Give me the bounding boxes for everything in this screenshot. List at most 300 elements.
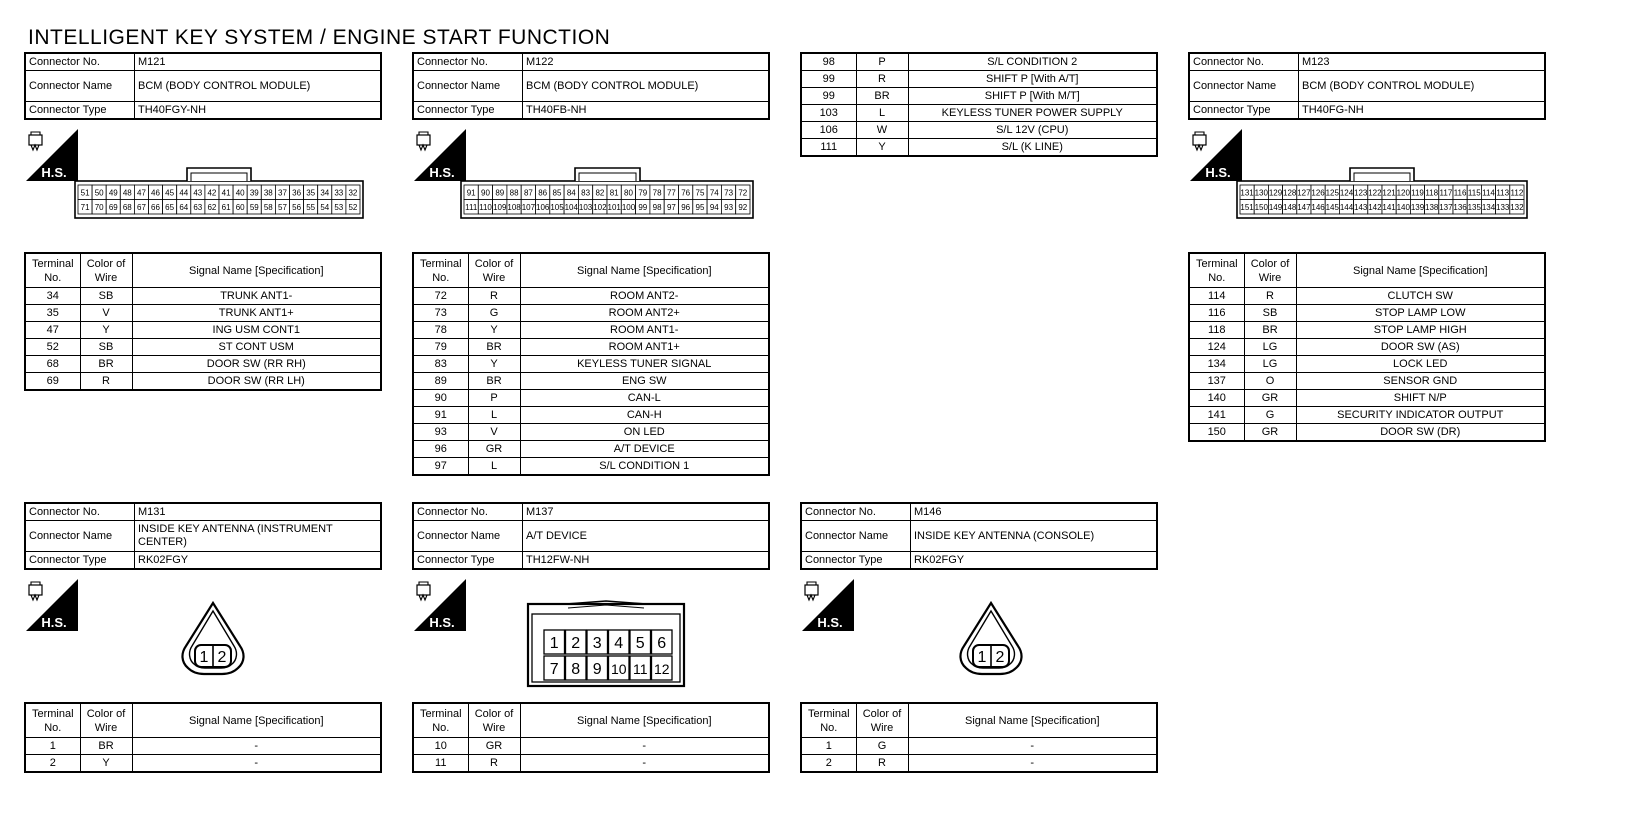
pin-number: 7 <box>549 661 559 678</box>
pin-number: 4 <box>614 635 624 652</box>
connector-face-m146 <box>958 600 1024 678</box>
table-row <box>1189 407 1545 424</box>
pin-number: 1 <box>199 649 209 666</box>
pin-number: 2 <box>217 649 227 666</box>
wire-color: P <box>856 53 908 71</box>
harness-side-icon <box>24 127 80 183</box>
signal-name: S/L CONDITION 2 <box>908 53 1157 71</box>
pin-number: 79 <box>638 188 648 198</box>
pin-number: 83 <box>581 188 591 198</box>
signal-name: S/L (K LINE) <box>908 139 1157 157</box>
terminal-table-m122-continued <box>800 52 1158 157</box>
color-of-wire-header: Color of Wire <box>468 703 520 738</box>
wire-color: R <box>468 288 520 305</box>
pin-number: 78 <box>652 188 662 198</box>
pin-number: 125 <box>1325 188 1339 198</box>
pin-number: 146 <box>1311 202 1325 212</box>
pin-number: 111 <box>465 202 478 212</box>
signal-name: TRUNK ANT1- <box>132 288 381 305</box>
terminal-no: 52 <box>25 339 80 356</box>
pin-number: 48 <box>122 188 132 198</box>
connector-header-m137 <box>412 502 770 570</box>
pin-number: 127 <box>1297 188 1311 198</box>
signal-name: S/L CONDITION 1 <box>520 458 769 476</box>
signal-name: CAN-H <box>520 407 769 424</box>
connector-name-label: Connector Name <box>413 71 523 102</box>
pin-number: 93 <box>724 202 734 212</box>
wire-color: Y <box>856 139 908 157</box>
connector-type-value: TH40FG-NH <box>1299 102 1546 120</box>
pin-number: 84 <box>566 188 576 198</box>
table-row <box>413 356 769 373</box>
terminal-no-header: Terminal No. <box>413 253 468 288</box>
pin-number: 36 <box>292 188 302 198</box>
wire-color: L <box>468 458 520 476</box>
connector-type-label: Connector Type <box>413 552 523 570</box>
signal-name: SHIFT N/P <box>1296 390 1545 407</box>
pin-number: 122 <box>1368 188 1382 198</box>
table-row <box>413 373 769 390</box>
pin-number: 108 <box>507 202 521 212</box>
pin-number: 2 <box>995 649 1005 666</box>
pin-number: 128 <box>1283 188 1297 198</box>
table-row <box>25 755 381 773</box>
table-row <box>413 755 769 773</box>
connector-name-label: Connector Name <box>413 521 523 552</box>
connector-name-label: Connector Name <box>25 71 135 102</box>
pin-number: 94 <box>709 202 719 212</box>
table-row <box>1189 424 1545 442</box>
signal-name: - <box>520 755 769 773</box>
pin-number: 101 <box>607 202 621 212</box>
table-row <box>25 288 381 305</box>
wire-color: SB <box>80 288 132 305</box>
color-of-wire-header: Color of Wire <box>1244 253 1296 288</box>
connector-no-value: M146 <box>911 503 1158 521</box>
terminal-no: 90 <box>413 390 468 407</box>
pin-number: 150 <box>1254 202 1268 212</box>
pin-number: 100 <box>621 202 636 212</box>
table-row <box>25 356 381 373</box>
terminal-no-header: Terminal No. <box>1189 253 1244 288</box>
terminal-no: 99 <box>801 71 856 88</box>
pin-number: 104 <box>564 202 578 212</box>
wire-color: G <box>468 305 520 322</box>
pin-number: 149 <box>1268 202 1283 212</box>
pin-number: 1 <box>549 635 559 652</box>
terminal-no: 124 <box>1189 339 1244 356</box>
terminal-no: 116 <box>1189 305 1244 322</box>
terminal-no: 1 <box>25 738 80 755</box>
table-row <box>25 339 381 356</box>
pin-number: 3 <box>592 635 602 652</box>
signal-name: DOOR SW (RR LH) <box>132 373 381 391</box>
pin-number: 45 <box>165 188 175 198</box>
terminal-no: 111 <box>801 139 856 157</box>
pin-number: 134 <box>1481 202 1496 212</box>
connector-type-value: TH12FW-NH <box>523 552 770 570</box>
wire-color: V <box>80 305 132 322</box>
connector-name-label: Connector Name <box>25 521 135 552</box>
connector-type-value: RK02FGY <box>911 552 1158 570</box>
table-row <box>1189 339 1545 356</box>
pin-number: 32 <box>348 188 358 198</box>
connector-face-m131 <box>180 600 246 678</box>
connector-no-label: Connector No. <box>413 53 523 71</box>
terminal-no: 83 <box>413 356 468 373</box>
wire-color: BR <box>856 88 908 105</box>
pin-number: 70 <box>94 202 104 212</box>
signal-name: - <box>520 738 769 755</box>
pin-number: 76 <box>681 188 691 198</box>
wire-color: P <box>468 390 520 407</box>
pin-number: 112 <box>1510 188 1524 198</box>
signal-name: - <box>132 755 381 773</box>
table-row <box>25 322 381 339</box>
pin-number: 71 <box>80 202 90 212</box>
pin-number: 63 <box>193 202 203 212</box>
pin-number: 117 <box>1439 188 1453 198</box>
pin-number: 121 <box>1382 188 1396 198</box>
pin-number: 12 <box>653 661 670 677</box>
connector-type-label: Connector Type <box>25 552 135 570</box>
signal-name: CLUTCH SW <box>1296 288 1545 305</box>
signal-name: DOOR SW (AS) <box>1296 339 1545 356</box>
pin-number: 102 <box>593 202 607 212</box>
pin-number: 37 <box>278 188 287 198</box>
pin-number: 148 <box>1283 202 1297 212</box>
pin-number: 60 <box>235 202 245 212</box>
pin-number: 40 <box>235 188 245 198</box>
pin-number: 131 <box>1240 188 1254 198</box>
pin-number: 57 <box>278 202 287 212</box>
signal-name: ST CONT USM <box>132 339 381 356</box>
terminal-no: 2 <box>25 755 80 773</box>
pin-number: 147 <box>1297 202 1311 212</box>
pin-number: 42 <box>207 188 217 198</box>
connector-name-label: Connector Name <box>801 521 911 552</box>
pin-number: 118 <box>1425 188 1439 198</box>
pin-number: 116 <box>1453 188 1467 198</box>
hs-label: H.S. <box>41 615 67 630</box>
table-row <box>1189 373 1545 390</box>
terminal-no: 96 <box>413 441 468 458</box>
signal-name: KEYLESS TUNER POWER SUPPLY <box>908 105 1157 122</box>
table-row <box>801 738 1157 755</box>
wire-color: BR <box>1244 322 1296 339</box>
table-row <box>25 738 381 755</box>
pin-number: 109 <box>493 202 507 212</box>
signal-name: ROOM ANT1+ <box>520 339 769 356</box>
connector-face-m123 <box>1236 167 1528 219</box>
terminal-no: 137 <box>1189 373 1244 390</box>
pin-number: 98 <box>652 202 662 212</box>
pin-number: 38 <box>263 188 273 198</box>
signal-name: DOOR SW (RR RH) <box>132 356 381 373</box>
wire-color: BR <box>80 738 132 755</box>
signal-name: SECURITY INDICATOR OUTPUT <box>1296 407 1545 424</box>
pin-number: 55 <box>306 202 316 212</box>
pin-number: 99 <box>638 202 648 212</box>
terminal-no: 68 <box>25 356 80 373</box>
pin-number: 73 <box>724 188 734 198</box>
wire-color: Y <box>80 755 132 773</box>
connector-type-value: TH40FB-NH <box>523 102 770 120</box>
table-row <box>413 288 769 305</box>
terminal-no: 91 <box>413 407 468 424</box>
terminal-table-m146 <box>800 702 1158 773</box>
pin-number: 35 <box>306 188 316 198</box>
table-row <box>413 458 769 476</box>
pin-number: 81 <box>609 188 619 198</box>
harness-side-icon <box>412 577 468 633</box>
pin-number: 8 <box>571 661 581 678</box>
pin-number: 140 <box>1396 202 1410 212</box>
pin-number: 47 <box>137 188 146 198</box>
terminal-no: 118 <box>1189 322 1244 339</box>
table-row <box>1189 390 1545 407</box>
wire-color: GR <box>1244 424 1296 442</box>
connector-name-value: A/T DEVICE <box>523 521 770 552</box>
pin-number: 9 <box>592 661 602 678</box>
signal-name-header: Signal Name [Specification] <box>132 253 381 288</box>
pin-number: 72 <box>738 188 748 198</box>
pin-number: 6 <box>657 635 667 652</box>
wire-color: G <box>856 738 908 755</box>
pin-number: 95 <box>695 202 705 212</box>
table-row <box>25 373 381 391</box>
pin-number: 41 <box>221 188 231 198</box>
pin-number: 130 <box>1254 188 1268 198</box>
signal-name: ROOM ANT1- <box>520 322 769 339</box>
wire-color: R <box>468 755 520 773</box>
connector-name-value: BCM (BODY CONTROL MODULE) <box>1299 71 1546 102</box>
connector-no-value: M122 <box>523 53 770 71</box>
connector-name-value: BCM (BODY CONTROL MODULE) <box>523 71 770 102</box>
pin-number: 91 <box>466 188 476 198</box>
pin-number: 138 <box>1425 202 1439 212</box>
pin-number: 77 <box>666 188 676 198</box>
table-row <box>413 305 769 322</box>
signal-name: SHIFT P [With M/T] <box>908 88 1157 105</box>
pin-number: 61 <box>221 202 231 212</box>
terminal-no-header: Terminal No. <box>801 703 856 738</box>
signal-name: CAN-L <box>520 390 769 407</box>
terminal-no: 78 <box>413 322 468 339</box>
terminal-no-header: Terminal No. <box>25 253 80 288</box>
pin-number: 33 <box>334 188 344 198</box>
pin-number: 5 <box>635 635 645 652</box>
connector-no-label: Connector No. <box>1189 53 1299 71</box>
terminal-no: 103 <box>801 105 856 122</box>
connector-no-value: M131 <box>135 503 382 521</box>
pin-number: 105 <box>550 202 564 212</box>
wire-color: BR <box>468 339 520 356</box>
pin-number: 120 <box>1396 188 1410 198</box>
signal-name: KEYLESS TUNER SIGNAL <box>520 356 769 373</box>
table-row <box>413 390 769 407</box>
pin-number: 46 <box>151 188 160 198</box>
page-title: INTELLIGENT KEY SYSTEM / ENGINE START FUNCTION <box>28 26 611 49</box>
pin-number: 50 <box>94 188 104 198</box>
table-row <box>801 139 1157 157</box>
pin-number: 68 <box>122 202 132 212</box>
wire-color: GR <box>468 441 520 458</box>
pin-number: 53 <box>334 202 344 212</box>
signal-name: SHIFT P [With A/T] <box>908 71 1157 88</box>
pin-number: 92 <box>738 202 748 212</box>
wire-color: V <box>468 424 520 441</box>
signal-name-header: Signal Name [Specification] <box>520 253 769 288</box>
pin-number: 132 <box>1510 202 1524 212</box>
pin-number: 135 <box>1467 202 1481 212</box>
pin-number: 143 <box>1354 202 1368 212</box>
hs-label: H.S. <box>817 615 843 630</box>
pin-number: 124 <box>1339 188 1354 198</box>
pin-number: 56 <box>292 202 302 212</box>
pin-number: 64 <box>179 202 189 212</box>
pin-number: 142 <box>1368 202 1382 212</box>
terminal-no: 97 <box>413 458 468 476</box>
pin-number: 54 <box>320 202 330 212</box>
terminal-no: 69 <box>25 373 80 391</box>
terminal-no-header: Terminal No. <box>25 703 80 738</box>
terminal-no: 47 <box>25 322 80 339</box>
hs-label: H.S. <box>429 615 455 630</box>
table-row <box>413 424 769 441</box>
table-row <box>801 122 1157 139</box>
connector-header-m123 <box>1188 52 1546 120</box>
terminal-no: 114 <box>1189 288 1244 305</box>
terminal-no: 11 <box>413 755 468 773</box>
pin-number: 103 <box>578 202 593 212</box>
color-of-wire-header: Color of Wire <box>468 253 520 288</box>
connector-name-label: Connector Name <box>1189 71 1299 102</box>
connector-no-label: Connector No. <box>25 53 135 71</box>
pin-number: 107 <box>521 202 536 212</box>
pin-number: 89 <box>495 188 505 198</box>
pin-number: 119 <box>1411 188 1424 198</box>
color-of-wire-header: Color of Wire <box>80 253 132 288</box>
terminal-table-m131 <box>24 702 382 773</box>
connector-no-value: M137 <box>523 503 770 521</box>
terminal-no: 34 <box>25 288 80 305</box>
terminal-table-m123 <box>1188 252 1546 442</box>
connector-type-value: TH40FGY-NH <box>135 102 382 120</box>
pin-number: 82 <box>595 188 605 198</box>
signal-name: TRUNK ANT1+ <box>132 305 381 322</box>
table-row <box>413 441 769 458</box>
table-row <box>1189 288 1545 305</box>
pin-number: 44 <box>179 188 189 198</box>
terminal-table-m137 <box>412 702 770 773</box>
terminal-no: 73 <box>413 305 468 322</box>
signal-name: ING USM CONT1 <box>132 322 381 339</box>
connector-type-label: Connector Type <box>1189 102 1299 120</box>
connector-no-label: Connector No. <box>413 503 523 521</box>
pin-number: 96 <box>681 202 691 212</box>
signal-name: ROOM ANT2- <box>520 288 769 305</box>
signal-name: ON LED <box>520 424 769 441</box>
harness-side-icon <box>24 577 80 633</box>
connector-name-value: INSIDE KEY ANTENNA (CONSOLE) <box>911 521 1158 552</box>
pin-number: 43 <box>193 188 203 198</box>
harness-side-icon <box>800 577 856 633</box>
wire-color: R <box>80 373 132 391</box>
connector-type-label: Connector Type <box>25 102 135 120</box>
terminal-no: 89 <box>413 373 468 390</box>
signal-name: ENG SW <box>520 373 769 390</box>
signal-name: - <box>908 755 1157 773</box>
table-row <box>1189 305 1545 322</box>
connector-name-value: INSIDE KEY ANTENNA (INSTRUMENT CENTER) <box>135 521 382 552</box>
pin-number: 141 <box>1382 202 1396 212</box>
pin-number: 49 <box>108 188 118 198</box>
terminal-table-m122 <box>412 252 770 476</box>
signal-name: - <box>132 738 381 755</box>
hs-label: H.S. <box>1205 165 1231 180</box>
pin-number: 123 <box>1354 188 1368 198</box>
wire-color: R <box>1244 288 1296 305</box>
table-row <box>801 105 1157 122</box>
connector-face-m121 <box>74 167 364 219</box>
wire-color: L <box>468 407 520 424</box>
color-of-wire-header: Color of Wire <box>856 703 908 738</box>
pin-number: 10 <box>610 661 627 677</box>
table-row <box>413 322 769 339</box>
wire-color: G <box>1244 407 1296 424</box>
pin-number: 144 <box>1339 202 1354 212</box>
connector-header-m146 <box>800 502 1158 570</box>
wire-color: BR <box>80 356 132 373</box>
terminal-no: 10 <box>413 738 468 755</box>
terminal-no: 72 <box>413 288 468 305</box>
wire-color: LG <box>1244 356 1296 373</box>
pin-number: 34 <box>320 188 330 198</box>
table-row <box>801 53 1157 71</box>
pin-number: 90 <box>481 188 490 198</box>
wire-color: R <box>856 71 908 88</box>
terminal-no: 150 <box>1189 424 1244 442</box>
connector-no-label: Connector No. <box>25 503 135 521</box>
hs-label: H.S. <box>429 165 455 180</box>
signal-name: STOP LAMP LOW <box>1296 305 1545 322</box>
signal-name: A/T DEVICE <box>520 441 769 458</box>
terminal-no: 106 <box>801 122 856 139</box>
pin-number: 136 <box>1453 202 1467 212</box>
pin-number: 110 <box>479 202 492 212</box>
connector-type-label: Connector Type <box>801 552 911 570</box>
pin-number: 139 <box>1410 202 1425 212</box>
connector-header-m131 <box>24 502 382 570</box>
terminal-no: 98 <box>801 53 856 71</box>
signal-name-header: Signal Name [Specification] <box>908 703 1157 738</box>
signal-name-header: Signal Name [Specification] <box>132 703 381 738</box>
pin-number: 114 <box>1482 188 1495 198</box>
pin-number: 62 <box>207 202 217 212</box>
wire-color: O <box>1244 373 1296 390</box>
pin-number: 88 <box>509 188 519 198</box>
signal-name: SENSOR GND <box>1296 373 1545 390</box>
signal-name: ROOM ANT2+ <box>520 305 769 322</box>
table-row <box>413 738 769 755</box>
terminal-no: 99 <box>801 88 856 105</box>
wire-color: Y <box>80 322 132 339</box>
pin-number: 65 <box>165 202 175 212</box>
signal-name: LOCK LED <box>1296 356 1545 373</box>
signal-name: STOP LAMP HIGH <box>1296 322 1545 339</box>
pin-number: 115 <box>1467 188 1481 198</box>
